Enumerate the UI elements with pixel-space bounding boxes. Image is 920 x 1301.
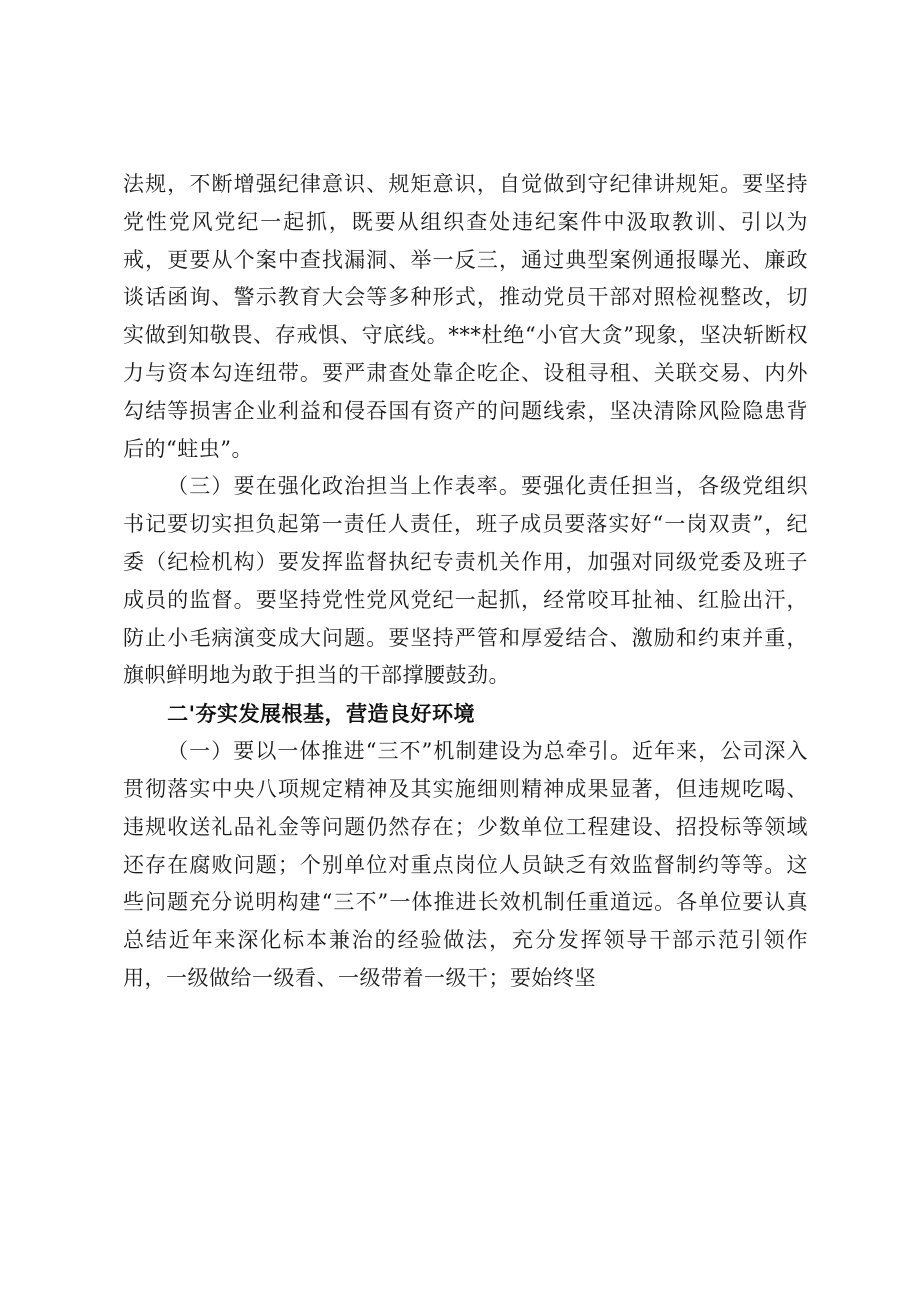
paragraph-continued: 法规，不断增强纪律意识、规矩意识，自觉做到守纪律讲规矩。要坚持党性党风党纪一起抓，既要从组织查处违纪案件中汲取教训、引以为戒，更要从个案中查找漏洞、举一反三，通过典型案例通报曝光、廉政谈话函询、警示教育大会等多种形式，推动党员干部对照检视整改，切实做到知敬畏、存戒惧、守底线。***杜绝“小官大贪”现象，坚决斩断权力与资本勾连纽带。要严肃查处靠企吃企、设租寻租、关联交易、内外勾结等损害企业利益和侵吞国有资产的问题线索，坚决清除风险隐患背后的“蛀虫”。 <box>123 172 808 461</box>
document-body <box>123 166 808 998</box>
paragraph-section-one: （一）要以一体推进“三不”机制建设为总牵引。近年来，公司深入贯彻落实中央八项规定精神及其实施细则精神成果显著，但违规吃喝、违规收送礼品礼金等问题仍然存在；少数单位工程建设、招投标等领域还存在腐败问题；个别单位对重点岗位人员缺乏有效监督制约等等。这些问题充分说明构建“三不”一体推进长效机制任重道远。各单位要认真总结近年来深化标本兼治的经验做法，充分发挥领导干部示范引领作用，一级做给一级看、一级带着一级干；要始终坚 <box>123 739 808 990</box>
paragraph-section-three: （三）要在强化政治担当上作表率。要强化责任担当，各级党组织书记要切实担负起第一责任人责任，班子成员要落实好“一岗双责”，纪委（纪检机构）要发挥监督执纪专责机关作用，加强对同级党委及班子成员的监督。要坚持党性党风党纪一起抓，经常咬耳扯袖、红脸出汗，防止小毛病演变成大问题。要坚持严管和厚爱结合、激励和约束并重，旗帜鲜明地为敢于担当的干部撑腰鼓劲。 <box>123 474 808 688</box>
section-heading: 二'夯实发展根基，营造良好环境 <box>167 702 476 727</box>
